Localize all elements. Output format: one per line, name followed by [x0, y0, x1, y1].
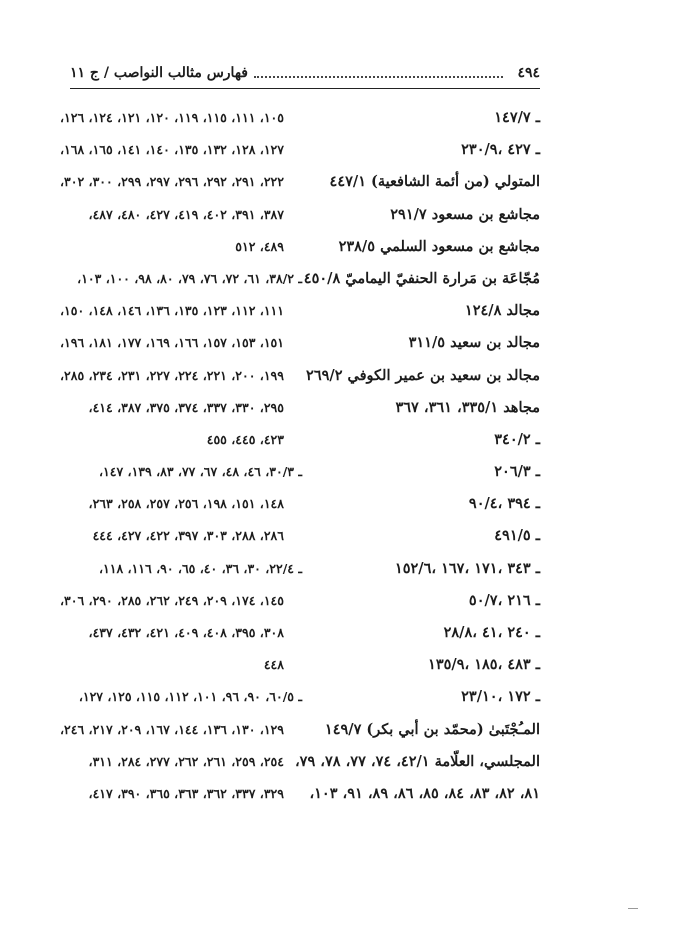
- index-line: ٢٢٢، ٢٩١، ٢٩٢، ٢٩٦، ٢٩٧، ٢٩٩، ٣٠٠، ٣٠٢،: [59, 174, 284, 190]
- index-line: ـ ١٤٧/٧: [494, 109, 540, 126]
- index-line: ـ ٣٩٤ ،٩٠/٤: [468, 495, 540, 513]
- index-line: ٤٤٨: [263, 657, 284, 673]
- index-line: ٤٢٣، ٤٤٥، ٤٥٥: [206, 431, 284, 447]
- index-line: ـ ٤٩١/٥: [494, 527, 540, 545]
- index-line: مجاهد ٣٣٥/١، ٣٦١، ٣٦٧: [395, 398, 540, 416]
- page-number: ٤٩٤: [517, 65, 540, 81]
- index-line: ـ ٣٤٣ ،١٧١ ،١٦٧ ،١٥٢/٦: [394, 559, 540, 577]
- index-line: مجالد بن سعيد بن عمير الكوفي ٢٦٩/٢: [306, 366, 540, 384]
- index-line: ـ ٣٨/٢، ٦١، ٧٢، ٧٦، ٧٩، ٨٠، ٩٨، ١٠٠، ١٠٣،: [77, 270, 302, 286]
- index-line: ـ ١٧٢ ،٢٣/١٠: [461, 688, 540, 706]
- header-rule: [70, 88, 540, 89]
- index-line: ٣٢٩، ٣٣٧، ٣٦٢، ٣٦٣، ٣٦٥، ٣٩٠، ٤١٧،: [88, 785, 284, 801]
- index-line: المـُجْتَبىٰ (محمّد بن أبي بكر) ١٤٩/٧: [324, 720, 540, 738]
- index-line: ـ ٤٢٧ ،٢٣٠/٩: [461, 141, 540, 159]
- index-line: ٢٥٤، ٢٥٩، ٢٦١، ٢٦٢، ٢٧٧، ٢٨٤، ٣١١،: [88, 753, 284, 769]
- index-line: ١٢٧، ١٢٨، ١٣٢، ١٣٥، ١٤٠، ١٤١، ١٦٥، ١٦٨،: [59, 142, 284, 158]
- index-line: ٨١، ٨٢، ٨٣، ٨٤، ٨٥، ٨٦، ٨٩، ٩١، ١٠٣،: [309, 784, 540, 802]
- index-line: ـ ٢١٦ ،٥٠/٧: [468, 591, 540, 609]
- index-line: مجاشع بن مسعود السلمي ٢٣٨/٥: [338, 237, 540, 255]
- index-line: ١٥١، ١٥٣، ١٥٧، ١٦٦، ١٦٩، ١٧٧، ١٨١، ١٩٦،: [59, 335, 284, 351]
- index-line: ٢٨٦، ٢٨٨، ٣٠٣، ٣٩٧، ٤٢٢، ٤٢٧، ٤٤٤: [92, 528, 284, 544]
- index-line: المتولي (من أئمة الشافعية) ٤٤٧/١: [329, 173, 540, 191]
- index-line: ـ ٦٠/٥، ٩٠، ٩٦، ١٠١، ١١٢، ١١٥، ١٢٥، ١٢٧،: [78, 689, 302, 705]
- index-line: ١٤٥، ١٧٤، ٢٠٩، ٢٤٩، ٢٦٢، ٢٨٥، ٢٩٠، ٣٠٦،: [59, 592, 284, 608]
- index-column-left: [60, 102, 302, 810]
- index-line: المجلسي، العلّامة ٤٢/١، ٧٤، ٧٧، ٧٨، ٧٩،: [294, 752, 540, 770]
- running-header: [70, 58, 540, 88]
- index-line: مجاشع بن مسعود ٢٩١/٧: [390, 205, 540, 223]
- index-line: ٣٠٨، ٣٩٥، ٤٠٨، ٤٠٩، ٤٢١، ٤٣٢، ٤٣٧،: [88, 625, 284, 640]
- index-line: ـ ٣٠/٣، ٤٦، ٤٨، ٦٧، ٧٧، ٨٣، ١٣٩، ١٤٧،: [98, 464, 302, 480]
- index-line: ـ ٤٨٣ ،١٨٥ ،١٣٥/٩: [428, 656, 540, 674]
- index-line: ٤٨٩، ٥١٢: [235, 238, 284, 254]
- index-line: ـ ٢٤٠ ،٤١ ،٢٨/٨: [443, 624, 540, 641]
- index-line: ٣٨٧، ٣٩١، ٤٠٢، ٤١٩، ٤٢٧، ٤٨٠، ٤٨٧،: [88, 206, 284, 222]
- index-line: ١٤٨، ١٥١، ١٩٨، ٢٥٦، ٢٥٧، ٢٥٨، ٢٦٣،: [88, 496, 284, 512]
- index-line: مجالد ١٢٤/٨: [464, 302, 540, 320]
- index-line: ١٢٩، ١٣٠، ١٣٦، ١٤٤، ١٦٧، ٢٠٩، ٢١٧، ٢٤٦،: [59, 721, 284, 737]
- index-line: ـ ٢٢/٤، ٣٠، ٣٦، ٤٠، ٦٥، ٩٠، ١١٦، ١١٨،: [98, 560, 302, 576]
- index-line: ١٩٩، ٢٠٠، ٢٢١، ٢٢٤، ٢٢٧، ٢٣١، ٢٣٤، ٢٨٥،: [59, 367, 284, 383]
- index-line: مجالد بن سعيد ٣١١/٥: [408, 334, 540, 352]
- index-column-right: [294, 102, 540, 810]
- index-line: ـ ٢٠٦/٣: [494, 463, 540, 481]
- index-line: ـ ٣٤٠/٢: [494, 430, 540, 448]
- index-line: مُجّاعَة بن مَرارة الحنفيّ اليماميّ ٤٥٠/٨: [303, 269, 540, 287]
- header-leader-dots: [254, 75, 503, 78]
- index-line: ٢٩٥، ٣٣٠، ٣٣٧، ٣٧٤، ٣٧٥، ٣٨٧، ٤١٤،: [88, 399, 284, 415]
- scan-mark: [628, 908, 638, 909]
- index-line: ١٠٥، ١١١، ١١٥، ١١٩، ١٢٠، ١٢١، ١٢٤، ١٢٦،: [59, 110, 284, 125]
- header-title: فهارس مثالب النواصب / ج ١١: [70, 65, 248, 81]
- index-line: ١١١، ١١٢، ١٢٣، ١٣٥، ١٣٦، ١٤٦، ١٤٨، ١٥٠،: [59, 303, 284, 319]
